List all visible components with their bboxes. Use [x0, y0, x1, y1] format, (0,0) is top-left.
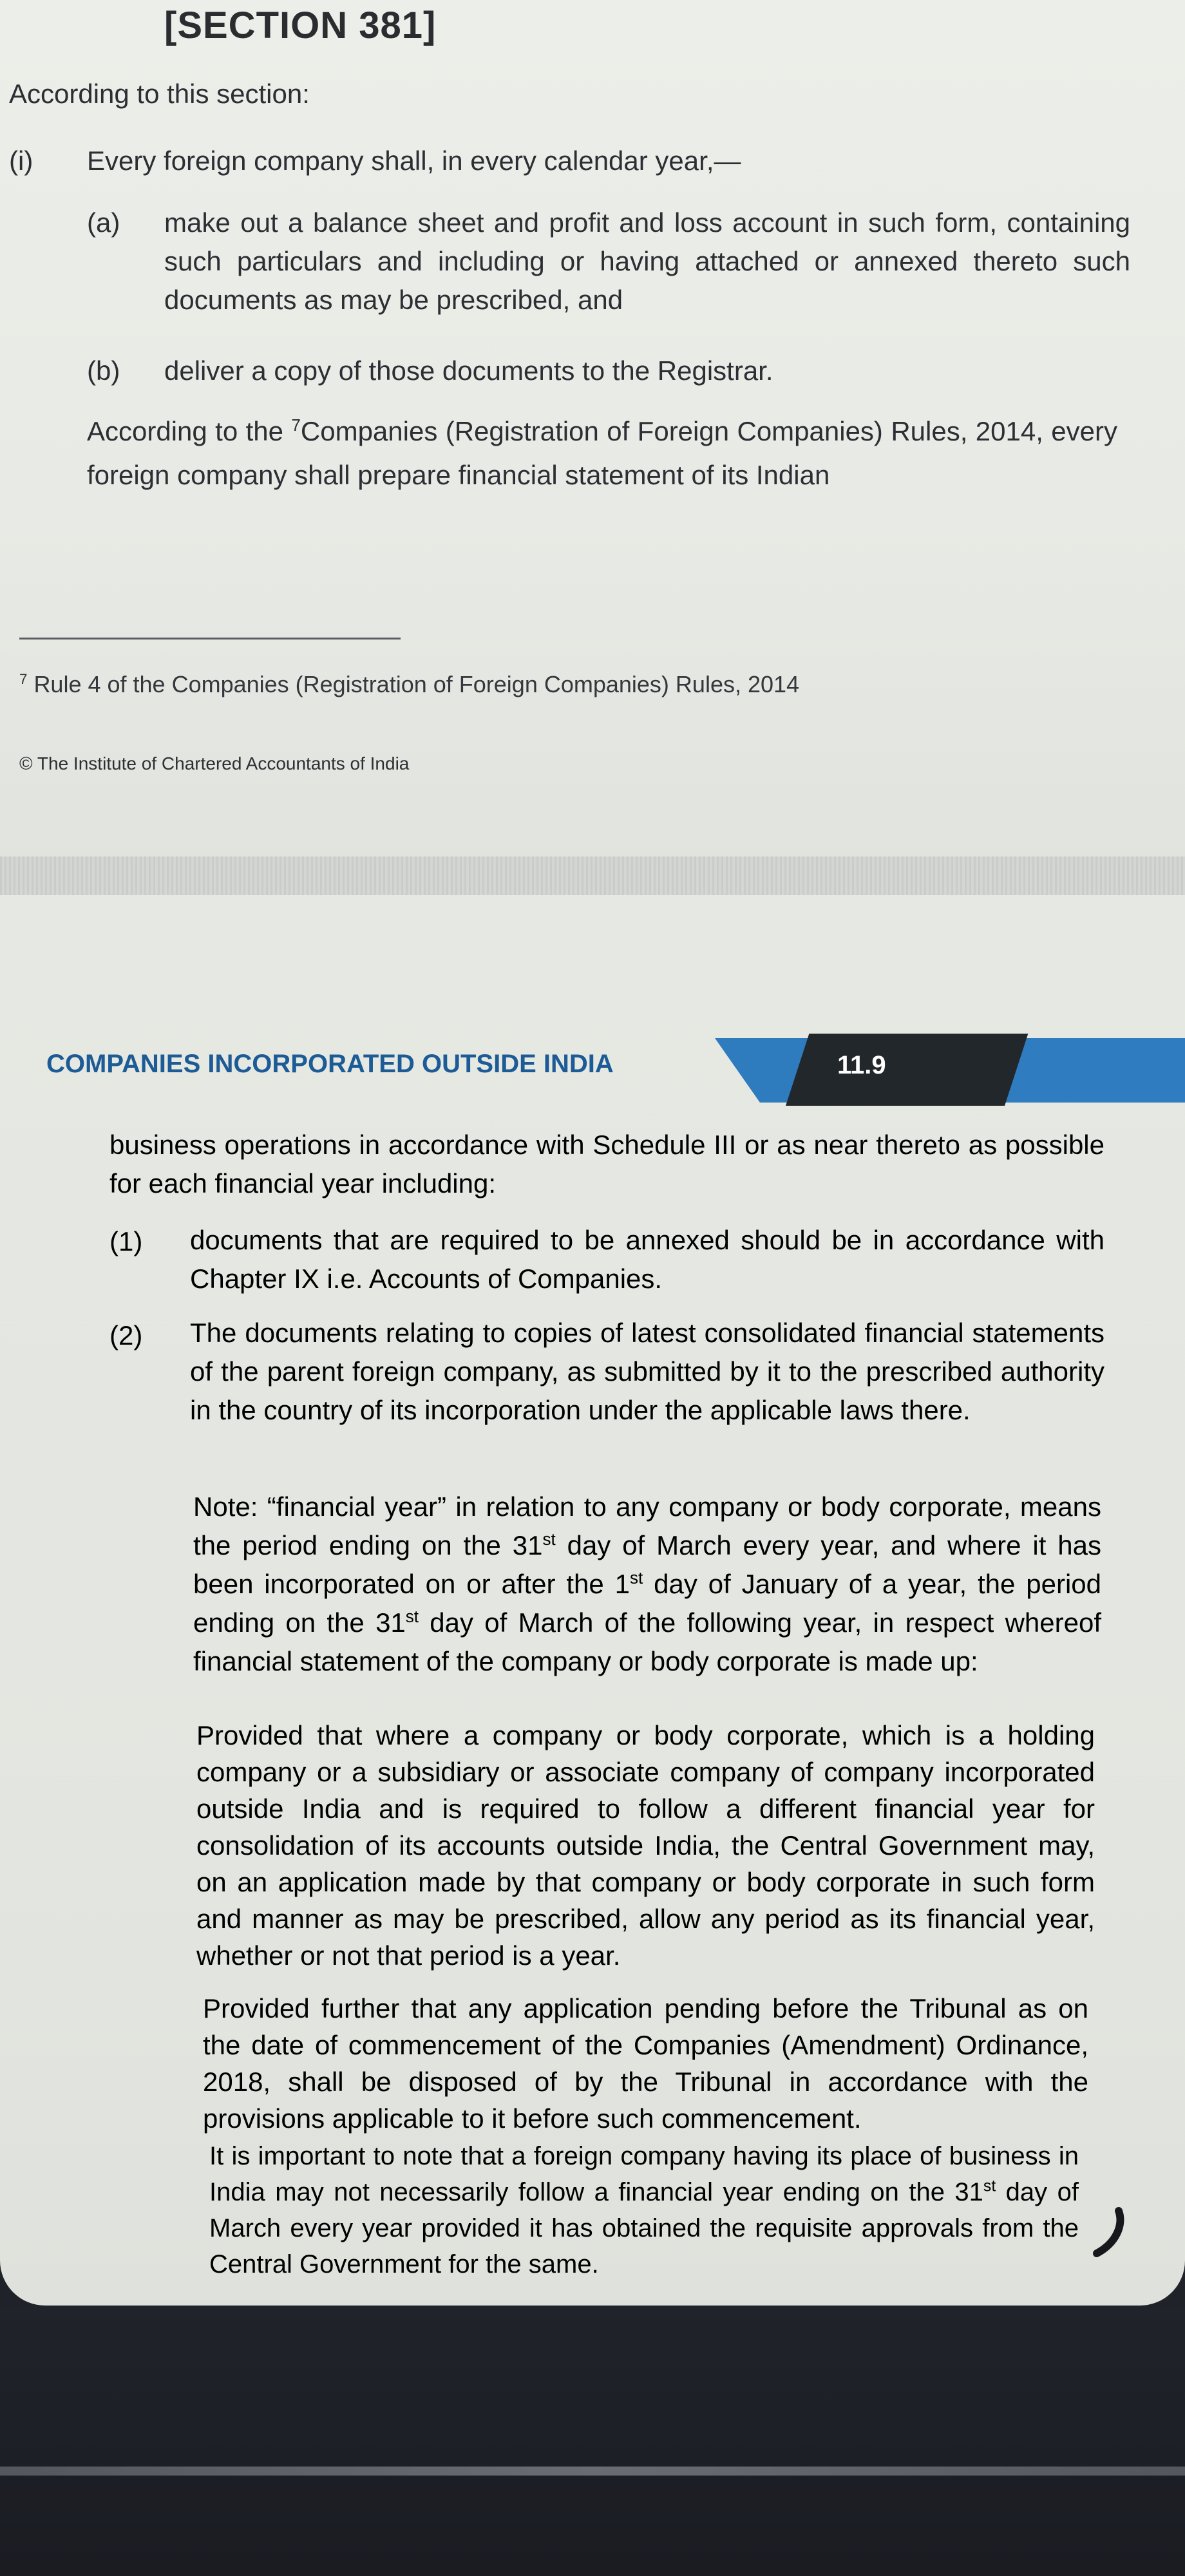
item-i-marker: (i): [9, 146, 33, 176]
intro-text: According to this section:: [9, 79, 310, 109]
page-number: 11.9: [837, 1051, 886, 1079]
item-b-marker: (b): [87, 355, 120, 386]
chapter-title: COMPANIES INCORPORATED OUTSIDE INDIA: [46, 1050, 614, 1078]
closing-paragraph: It is important to note that a foreign company having its place of business in India may not necessarily follow a financial year ending on the 31st day of March every year provided it has obtained the requisite approvals from the Central Government for the same.: [209, 2142, 1079, 2278]
item-b-text: deliver a copy of those documents to the Registrar.: [164, 355, 773, 386]
dark-background: [0, 2306, 1185, 2576]
page-number-tab: [786, 1034, 1028, 1106]
item-i-text: Every foreign company shall, in every calendar year,—: [87, 146, 741, 176]
section-heading: [SECTION 381]: [164, 5, 437, 46]
rule-paragraph: According to the $^7$Companies (Registration of Foreign Companies) Rules, 2014, every foreign company shall prepare financial statement of its Indian: [87, 415, 1117, 490]
item-1-marker: (1): [109, 1226, 143, 1256]
proviso-further-paragraph: Provided further that any application pending before the Tribunal as on the date of commencement of the Companies (Amendment) Ordinance, 2018, shall be disposed of by the Tribunal in accordance with the provisions applicable to it before such commencement.: [203, 1993, 1088, 2134]
copyright-notice: © The Institute of Chartered Accountants of India: [19, 753, 410, 773]
item-a-text: make out a balance sheet and profit and loss account in such form, containing such particulars and including or having attached or annexed thereto such documents as may be prescribed, and: [164, 207, 1130, 315]
continuation-paragraph: business operations in accordance with Schedule III or as near thereto as possible for each financial year including:: [109, 1130, 1104, 1198]
proviso-paragraph: Provided that where a company or body corporate, which is a holding company or a subsidiary or associate company of company incorporated outside India and is required to follow a different financial year for consolidation of its accounts outside India, the Central Government may, on an application made by that company or body corporate in such form and manner as may be prescribed, allow any period as its financial year, whether or not that period is a year.: [196, 1720, 1095, 1971]
item-2-marker: (2): [109, 1320, 143, 1350]
item-2-text: The documents relating to copies of latest consolidated financial statements of the parent foreign company, as submitted by it to the prescribed authority in the country of its incorporation under the applicable laws there.: [190, 1318, 1104, 1425]
item-1-text: documents that are required to be annexed should be in accordance with Chapter IX i.e. Accounts of Companies.: [190, 1225, 1104, 1294]
footnote-divider: [19, 638, 401, 639]
footnote: $^7$ Rule 4 of the Companies (Registration of Foreign Companies) Rules, 2014: [19, 671, 800, 697]
note-paragraph: Note: “financial year” in relation to any company or body corporate, means the period ending on the 31st day of March every year, and where it has been incorporated on or after the 1st day of January of a year, the period ending on the 31st day of March of the following year, in respect whereof financial statement of the company or body corporate is made up:: [193, 1492, 1102, 1676]
pen-mark: [1085, 2206, 1130, 2264]
item-a-marker: (a): [87, 207, 120, 238]
top-page: [0, 0, 1185, 866]
bottom-light-strip: [0, 2467, 1185, 2476]
